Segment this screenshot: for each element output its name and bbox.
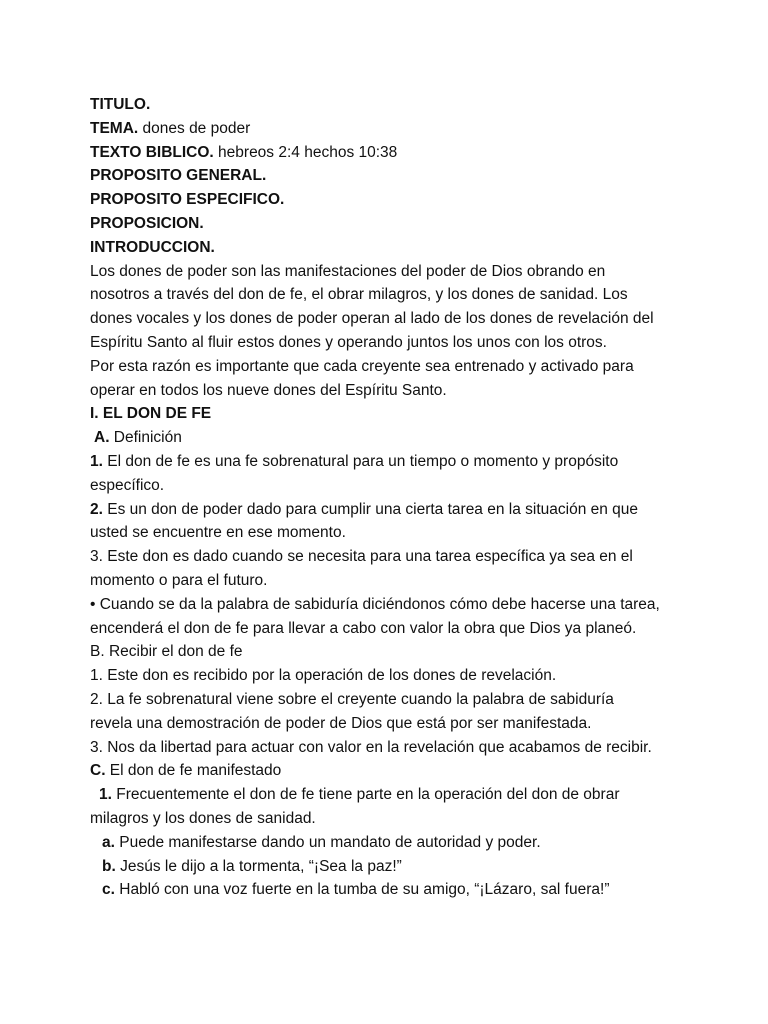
point-3-line-1: 3. Este don es dado cuando se necesita para una tarea específica ya sea en el — [90, 548, 633, 566]
recibir-point-2-line-1: 2. La fe sobrenatural viene sobre el creyente cuando la palabra de sabiduría — [90, 690, 614, 708]
intro-line-6: operar en todos los nueve dones del Espíritu Santo. — [90, 381, 447, 399]
intro-line-2: nosotros a través del don de fe, el obrar milagros, y los dones de sanidad. Los — [90, 286, 628, 304]
proposicion-heading — [90, 212, 750, 236]
manifestado-item-c — [90, 878, 750, 902]
intro-line-4: Espíritu Santo al fluir estos dones y operando juntos los unos con los otros. — [90, 333, 607, 351]
manifestado-point-1-line-2: milagros y los dones de sanidad. — [90, 809, 316, 827]
item-a-label: a. — [102, 833, 115, 851]
subheading-c-text: El don de fe manifestado — [105, 762, 282, 780]
manifestado-item-a — [90, 831, 750, 855]
section-heading-don-de-fe — [90, 402, 750, 426]
point-1-line-2: específico. — [90, 476, 165, 494]
proposito-general-heading — [90, 164, 750, 188]
proposito-especifico-label: PROPOSITO ESPECIFICO. — [90, 191, 285, 209]
manifestado-point-1-text: Frecuentemente el don de fe tiene parte en la operación del don de obrar — [111, 786, 620, 804]
recibir-point-1: 1. Este don es recibido por la operación de los dones de revelación. — [90, 667, 557, 685]
tema-label: TEMA. — [90, 119, 139, 137]
manifestado-point-1-line-1 — [90, 783, 750, 807]
intro-line-3: dones vocales y los dones de poder operan al lado de los dones de revelación del — [90, 310, 654, 328]
point-2-line-1 — [90, 498, 750, 522]
point-2-label: 2. — [90, 500, 103, 518]
recibir-point-2-line-2: revela una demostración de poder de Dios que está por ser manifestada. — [90, 714, 592, 732]
titulo-heading — [90, 93, 750, 117]
point-1-line-1 — [90, 450, 750, 474]
subheading-recibir: B. Recibir el don de fe — [90, 643, 243, 661]
intro-line-5: Por esta razón es importante que cada creyente sea entrenado y activado para — [90, 357, 634, 375]
document-page — [90, 93, 750, 902]
subheading-c-label: C. — [90, 762, 106, 780]
texto-biblico-label: TEXTO BIBLICO. — [90, 143, 214, 161]
manifestado-item-b — [90, 855, 750, 879]
point-2-text: Es un don de poder dado para cumplir una cierta tarea en la situación en que — [102, 500, 639, 518]
proposicion-label: PROPOSICION. — [90, 214, 204, 232]
item-b-label: b. — [102, 857, 116, 875]
tema-value: dones de poder — [138, 119, 251, 137]
recibir-point-3: 3. Nos da libertad para actuar con valor en la revelación que acabamos de recibir. — [90, 738, 652, 756]
proposito-general-label: PROPOSITO GENERAL. — [90, 167, 267, 185]
point-2-line-2: usted se encuentre en ese momento. — [90, 524, 346, 542]
point-3-line-2: momento o para el futuro. — [90, 571, 268, 589]
point-1-text: El don de fe es una fe sobrenatural para un tiempo o momento y propósito — [102, 452, 619, 470]
point-1-label: 1. — [90, 452, 103, 470]
subheading-a-label: A. — [94, 429, 110, 447]
introduccion-heading — [90, 236, 750, 260]
subheading-manifestado — [90, 759, 750, 783]
item-c-text: Habló con una voz fuerte en la tumba de su amigo, “¡Lázaro, sal fuera!” — [114, 881, 610, 899]
introduccion-label: INTRODUCCION. — [90, 238, 215, 256]
subheading-definicion — [90, 426, 750, 450]
intro-line-1: Los dones de poder son las manifestaciones del poder de Dios obrando en — [90, 262, 606, 280]
item-b-text: Jesús le dijo a la tormenta, “¡Sea la paz!” — [115, 857, 402, 875]
titulo-label: TITULO. — [90, 96, 151, 113]
manifestado-point-1-label: 1. — [99, 786, 112, 804]
tema-line — [90, 117, 750, 141]
bullet-line-2: encenderá el don de fe para llevar a cabo con valor la obra que Dios ya planeó. — [90, 619, 637, 637]
section-heading-label: I. EL DON DE FE — [90, 405, 212, 423]
item-a-text: Puede manifestarse dando un mandato de autoridad y poder. — [114, 833, 541, 851]
texto-biblico-line — [90, 141, 750, 165]
proposito-especifico-heading — [90, 188, 750, 212]
item-c-label: c. — [102, 881, 115, 899]
bullet-line-1: • Cuando se da la palabra de sabiduría diciéndonos cómo debe hacerse una tarea, — [90, 595, 660, 613]
subheading-a-text: Definición — [109, 429, 182, 447]
texto-biblico-value: hebreos 2:4 hechos 10:38 — [213, 143, 398, 161]
